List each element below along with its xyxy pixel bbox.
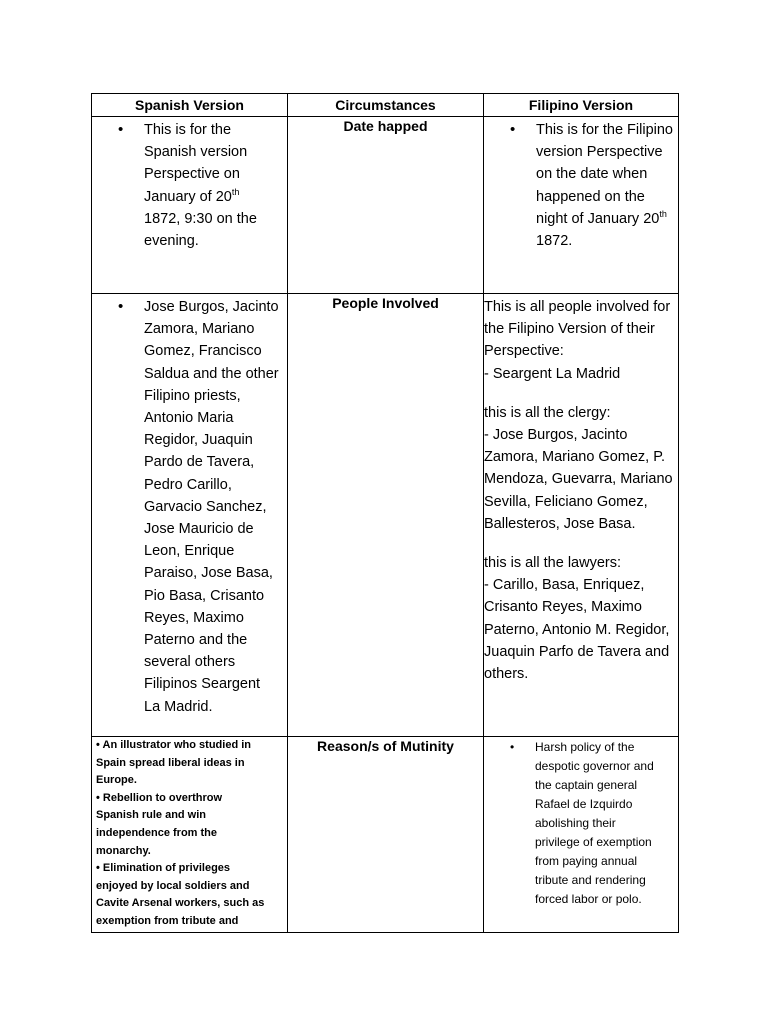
circumstance-people: People Involved [288,294,484,737]
list-item: • Jose Burgos, Jacinto Zamora, Mariano Gomez, Francisco Saldua and the other Filipino priests, Antonio Maria Regidor, Juaquin Pardo de Tavera, Pedro Carillo, Garvacio Sanchez, Jose Mauricio de Leon, Enrique Paraiso, Jose Basa, Pio Basa, Crisanto Reyes, Maximo Paterno and the several others Filipinos Seargent La Madrid. [92,296,287,718]
header-filipino-version: Filipino Version [484,94,679,117]
list-item: • This is for the Spanish version Perspective on January of 20th 1872, 9:30 on the evening. [92,119,287,252]
text-line: • An illustrator who studied in [96,739,251,751]
list-item: • Harsh policy of the despotic governor and the captain general Rafael de Izquirdo abolishing their privilege of exemption from paying annual tribute and rendering forced labor or polo. [484,738,678,909]
text-line: Cavite Arsenal workers, such as [96,897,265,910]
table-row-reason [92,737,679,933]
filipino-lawyers-paragraph: this is all the lawyers: - Carillo, Basa, Enriquez, Crisanto Reyes, Maximo Paterno, Antonio M. Regidor, Juaquin Parfo de Tavera and others. [484,555,670,683]
text-line: exemption from tribute and [96,914,239,927]
text-line: monarchy. [96,844,151,857]
circumstance-reason: Reason/s of Mutinity [288,737,484,933]
header-row [92,94,679,117]
text-line: Europe. [96,774,137,787]
text-line: Spain spread liberal ideas in [96,756,245,769]
text-line: • Rebellion to overthrow [96,791,223,804]
filipino-clergy-paragraph: this is all the clergy: - Jose Burgos, Jacinto Zamora, Mariano Gomez, P. Mendoza, Guevarra, Mariano Sevilla, Feliciano Gomez, Ballesteros, Jose Basa. [484,404,673,532]
table-row-people [92,294,679,737]
text-line: Spanish rule and win [96,809,207,822]
filipino-people-cell [484,294,679,737]
spanish-reason-cell [92,737,288,933]
filipino-date-cell [484,117,679,294]
header-spanish-version: Spanish Version [92,94,288,117]
table-row-date [92,117,679,294]
filipino-reason-cell [484,737,679,933]
list-item: • This is for the Filipino version Perspective on the date when happened on the night of January 20th 1872. [484,119,678,252]
text-line: independence from the [96,826,218,839]
text-line: enjoyed by local soldiers and [96,879,250,892]
header-circumstances: Circumstances [288,94,484,117]
text-line: • Elimination of privileges [96,862,231,875]
filipino-people-paragraph: This is all people involved for the Filipino Version of their Perspective: - Seargent La Madrid [484,299,671,382]
comparison-table [91,93,679,933]
spanish-date-cell [92,117,288,294]
circumstance-date: Date happed [288,117,484,294]
spanish-people-cell [92,294,288,737]
